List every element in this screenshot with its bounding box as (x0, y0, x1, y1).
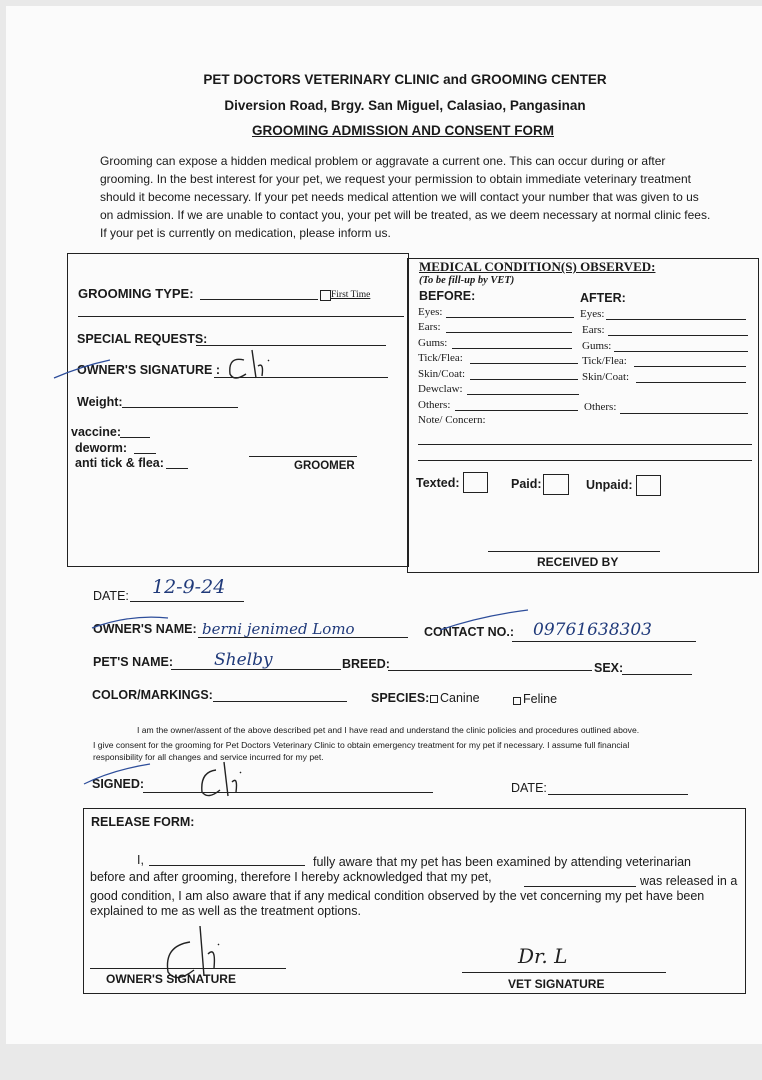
release-title: RELEASE FORM: (91, 815, 195, 829)
vet-sig-label: VET SIGNATURE (508, 977, 605, 991)
feline-label: Feline (523, 692, 558, 706)
before-ears-line[interactable] (446, 332, 572, 333)
before-skin: Skin/Coat: (418, 368, 466, 380)
owner-sig-label: OWNER'S SIGNATURE (106, 972, 236, 986)
medical-subtitle: (To be fill-up by VET) (419, 275, 515, 286)
intro-line: grooming. In the best interest for your pet, we request your permission to obtain immediate veterinary treatment (100, 172, 691, 186)
tick-mark (82, 762, 152, 786)
grooming-type-label: GROOMING TYPE: (78, 286, 194, 301)
signed-signature (196, 758, 246, 802)
before-tick-line[interactable] (470, 363, 578, 364)
tick-mark (52, 358, 112, 382)
after-tick: Tick/Flea: (582, 355, 627, 367)
before-eyes-line[interactable] (446, 317, 574, 318)
intro-line: Grooming can expose a hidden medical problem or aggravate a current one. This can occur during or after (100, 154, 666, 168)
release-name-line[interactable] (149, 865, 305, 866)
date-line[interactable] (130, 601, 244, 602)
note-line-2[interactable] (418, 460, 752, 461)
after-tick-line[interactable] (634, 366, 746, 367)
groomer-label: GROOMER (294, 460, 355, 472)
consent-line: I am the owner/assent of the above described pet and I have read and understand the clinic policies and procedures outlined above. (137, 725, 640, 735)
received-by-label: RECEIVED BY (537, 555, 619, 569)
intro-line: on admission. If we are unable to contact you, your pet will be treated, as we deem necessary at normal clinic fees. (100, 208, 711, 222)
first-time-label: First Time (331, 290, 371, 300)
after-ears-line[interactable] (608, 335, 748, 336)
before-others-line[interactable] (455, 410, 578, 411)
deworm-line[interactable] (134, 453, 156, 454)
breed-line[interactable] (388, 670, 592, 671)
weight-line[interactable] (122, 407, 238, 408)
before-gums-line[interactable] (452, 348, 572, 349)
canine-label: Canine (440, 691, 480, 705)
owner-name-label: OWNER'S NAME: (93, 622, 197, 636)
contact-value: 09761638303 (533, 620, 652, 640)
vaccine-line[interactable] (120, 437, 150, 438)
intro-line: should it become necessary. If your pet needs medical attention we will contact your number that was given to us (100, 190, 699, 204)
date2-line[interactable] (548, 794, 688, 795)
texted-label: Texted: (416, 476, 460, 490)
color-line[interactable] (213, 701, 347, 702)
after-others: Others: (584, 401, 617, 413)
note-line-1[interactable] (418, 444, 752, 445)
release-line-1: fully aware that my pet has been examined by attending veterinarian (313, 855, 692, 869)
after-skin: Skin/Coat: (582, 371, 630, 383)
color-label: COLOR/MARKINGS: (92, 688, 213, 702)
before-tick: Tick/Flea: (418, 352, 463, 364)
after-ears: Ears: (582, 324, 605, 336)
vaccine-label: vaccine: (71, 425, 122, 439)
pet-name-value: Shelby (214, 650, 273, 670)
texted-checkbox[interactable] (463, 472, 488, 493)
signed-line[interactable] (143, 792, 433, 793)
after-gums: Gums: (582, 340, 612, 352)
before-others: Others: (418, 399, 451, 411)
signed-label: SIGNED: (92, 777, 145, 791)
owner-signature-label: OWNER'S SIGNATURE : (77, 363, 221, 377)
after-heading: AFTER: (580, 291, 626, 305)
special-requests-label: SPECIAL REQUESTS: (77, 332, 208, 346)
species-label: SPECIES: (371, 691, 430, 705)
vet-sig-value: Dr. L (518, 944, 568, 968)
before-skin-line[interactable] (470, 379, 578, 380)
after-skin-line[interactable] (636, 382, 746, 383)
pet-name-label: PET'S NAME: (93, 655, 174, 669)
date-value: 12-9-24 (152, 576, 226, 598)
before-dewclaw-line[interactable] (467, 394, 579, 395)
received-by-line[interactable] (488, 551, 660, 552)
consent-line: I give consent for the grooming for Pet Doctors Veterinary Clinic to obtain emergency treatment for my pet if necessary. I assume full financial (93, 740, 630, 750)
owner-signature-scribble (222, 346, 282, 386)
feline-checkbox[interactable] (513, 697, 521, 705)
intro-line: If your pet is currently on medication, please inform us. (100, 226, 391, 240)
unpaid-checkbox[interactable] (636, 475, 661, 496)
anti-tick-line[interactable] (166, 468, 188, 469)
anti-tick-label: anti tick & flea: (75, 456, 164, 470)
medical-title: MEDICAL CONDITION(S) OBSERVED: (419, 259, 656, 274)
contact-line[interactable] (512, 641, 696, 642)
contact-label: CONTACT NO.: (424, 625, 515, 639)
release-line-2a: before and after grooming, therefore I hereby acknowledged that my pet, (90, 870, 492, 884)
grooming-type-line[interactable] (200, 299, 318, 300)
canine-checkbox[interactable] (430, 695, 438, 703)
paid-label: Paid: (511, 477, 542, 491)
unpaid-label: Unpaid: (586, 478, 633, 492)
sex-line[interactable] (622, 674, 692, 675)
form-title: GROOMING ADMISSION AND CONSENT FORM (252, 123, 554, 138)
date-label: DATE: (93, 589, 129, 603)
before-gums: Gums: (418, 337, 448, 349)
after-eyes: Eyes: (580, 308, 605, 320)
release-pet-line[interactable] (524, 886, 636, 887)
first-time-checkbox[interactable] (320, 290, 331, 301)
grooming-type-line-2 (78, 316, 404, 317)
groomer-line[interactable] (249, 456, 357, 457)
clinic-address: Diversion Road, Brgy. San Miguel, Calasiao, Pangasinan (224, 98, 586, 113)
paid-checkbox[interactable] (543, 474, 569, 495)
before-dewclaw: Dewclaw: (418, 383, 463, 395)
before-heading: BEFORE: (419, 289, 476, 303)
sex-label: SEX: (594, 661, 624, 675)
tick-mark (90, 608, 530, 636)
note-concern: Note/ Concern: (418, 414, 486, 426)
before-eyes: Eyes: (418, 306, 443, 318)
consent-line: responsibility for all changes and service incurred for my pet. (93, 752, 324, 762)
release-line-3: good condition, I am also aware that if any medical condition observed by the vet concerning my pet have been (90, 889, 705, 903)
date2-label: DATE: (511, 781, 547, 795)
owner-name-value: berni jenimed Lomo (202, 620, 355, 638)
after-gums-line[interactable] (614, 351, 748, 352)
after-others-line[interactable] (620, 413, 748, 414)
before-ears: Ears: (418, 321, 441, 333)
release-line-4: explained to me as well as the treatment options. (90, 904, 361, 918)
clinic-name: PET DOCTORS VETERINARY CLINIC and GROOMING CENTER (203, 72, 607, 87)
deworm-label: deworm: (75, 441, 128, 455)
breed-label: BREED: (342, 657, 390, 671)
vet-sig-line[interactable] (462, 972, 666, 973)
after-eyes-line[interactable] (606, 319, 746, 320)
weight-label: Weight: (77, 395, 123, 409)
release-line-2b: was released in a (640, 874, 738, 888)
release-i: I, (137, 853, 144, 867)
